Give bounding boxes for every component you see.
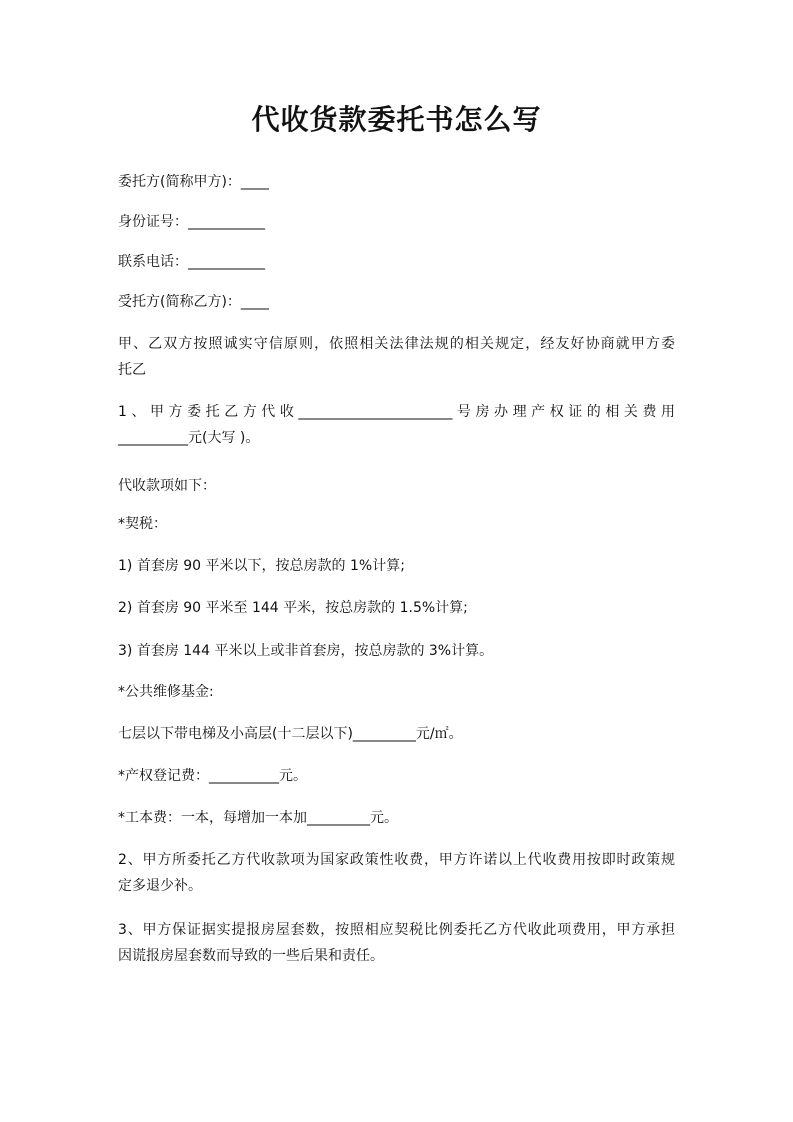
text-line: 1) 首套房 90 平米以下，按总房款的 1%计算; [118, 558, 405, 574]
text-line: 2) 首套房 90 平米至 144 平米，按总房款的 1.5%计算; [118, 600, 468, 616]
paragraph-items-heading [118, 473, 675, 499]
text-line: 定多退少补。 [118, 878, 202, 894]
text-line: 3、甲方保证据实提报房屋套数，按照相应契税比例委托乙方代收此项费用，甲方承担 [118, 922, 675, 938]
text-line: *公共维修基金: [118, 684, 214, 700]
paragraph-clause-1 [118, 399, 675, 451]
text-line: 托乙 [118, 362, 146, 378]
text-line: 因谎报房屋套数而导致的一些后果和责任。 [118, 948, 384, 964]
paragraph-intro [118, 331, 675, 383]
text-line: 委托方(简称甲方)：____ [118, 174, 269, 190]
paragraph-cost-fee [118, 805, 675, 831]
text-line: 甲、乙双方按照诚实守信原则，依照相关法律法规的相关规定，经友好协商就甲方委 [118, 336, 675, 352]
document-title: 代收货款委托书怎么写 [251, 103, 542, 136]
paragraph-clause-2 [118, 847, 675, 899]
paragraph-id-number [118, 209, 675, 235]
paragraph-maintenance-fund [118, 679, 675, 705]
text-line: 代收款项如下： [118, 478, 216, 494]
text-line: 七层以下带电梯及小高层(十二层以下)_________元/㎡。 [118, 726, 463, 742]
paragraph-phone [118, 249, 675, 275]
text-line: *工本费：一本，每增加一本加_________元。 [118, 810, 398, 826]
paragraph-registration-fee [118, 763, 675, 789]
text-line: *契税： [118, 516, 167, 532]
paragraph-tax-2 [118, 595, 675, 621]
paragraph-agent [118, 289, 675, 315]
text-line: *产权登记费：__________元。 [118, 768, 307, 784]
text-line: 联系电话：___________ [118, 254, 265, 270]
paragraph-tax-1 [118, 553, 675, 579]
text-line: __________元(大写 )。 [118, 430, 260, 446]
paragraph-fund-rate [118, 721, 675, 747]
paragraph-deed-tax [118, 511, 675, 537]
text-line: 3) 首套房 144 平米以上或非首套房，按总房款的 3%计算。 [118, 643, 494, 659]
text-line: 受托方(简称乙方)：____ [118, 294, 269, 310]
paragraph-tax-3 [118, 638, 675, 664]
text-line: 1、甲方委托乙方代收______________________号房办理产权证的相关费用 [118, 404, 675, 420]
text-line: 2、甲方所委托乙方代收款项为国家政策性收费，甲方许诺以上代收费用按即时政策规 [118, 852, 675, 868]
paragraph-clause-3 [118, 917, 675, 969]
paragraph-client [118, 169, 675, 195]
text-line: 身份证号：___________ [118, 214, 265, 230]
